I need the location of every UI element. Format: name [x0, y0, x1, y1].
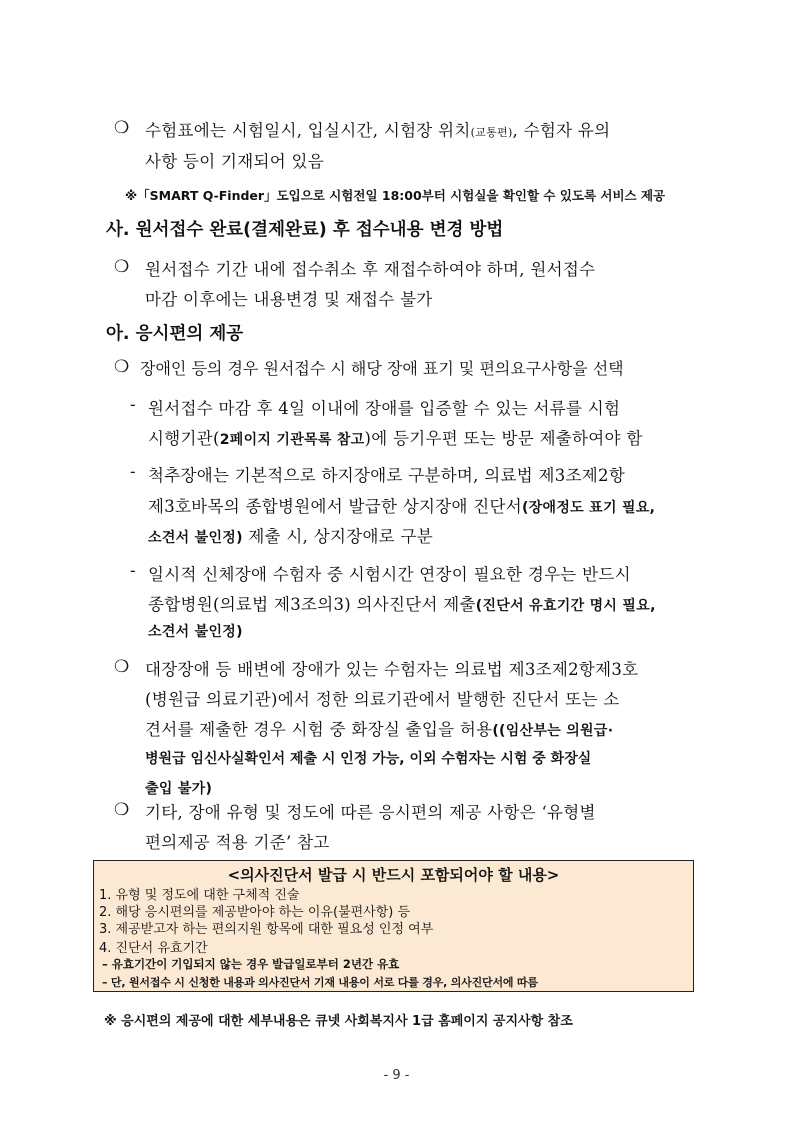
- box-list-item: 4. 진단서 유효기간: [99, 941, 208, 956]
- dash-bullet: -: [130, 395, 136, 414]
- paragraph-line: 장애인 등의 경우 원서접수 시 해당 장애 표기 및 편의요구사항을 선택: [140, 359, 624, 378]
- footer-note: ※ 응시편의 제공에 대한 세부내용은 큐넷 사회복지사 1급 홈페이지 공지사항 참조: [104, 1014, 573, 1029]
- page-number: - 9 -: [383, 1068, 410, 1083]
- box-title: <의사진단서 발급 시 반드시 포함되어야 할 내용>: [227, 866, 560, 884]
- paragraph-line: 척추장애는 기본적으로 하지장애로 구분하며, 의료법 제3조제2항: [148, 466, 626, 485]
- box-list-item: 2. 해당 응시편의를 제공받아야 하는 이유(불편사항) 등: [99, 905, 411, 920]
- circle-bullet-icon: ❍: [114, 657, 130, 677]
- circle-bullet-icon: ❍: [114, 257, 130, 277]
- paragraph-line: 견서를 제출한 경우 시험 중 화장실 출입을 허용((임산부는 의원급·: [145, 720, 614, 739]
- paragraph-line: 소견서 불인정): [148, 624, 243, 640]
- paragraph-line: 병원급 임신사실확인서 제출 시 인정 가능, 이외 수험자는 시험 중 화장실: [145, 751, 592, 767]
- paragraph-line: (병원급 의료기관)에서 정한 의료기관에서 발행한 진단서 또는 소: [145, 690, 620, 709]
- paragraph-line: 제3호바목의 종합병원에서 발급한 상지장애 진단서(장애정도 표기 필요,: [148, 497, 656, 516]
- paragraph-line: 원서접수 마감 후 4일 이내에 장애를 입증할 수 있는 서류를 시험: [148, 399, 621, 418]
- circle-bullet-icon: ❍: [114, 118, 130, 138]
- section-heading-sa: 사. 원서접수 완료(결제완료) 후 접수내용 변경 방법: [106, 220, 504, 240]
- paragraph-line: 원서접수 기간 내에 접수취소 후 재접수하여야 하며, 원서접수: [145, 260, 596, 279]
- paragraph-line: 기타, 장애 유형 및 정도에 따른 응시편의 제공 사항은 ‘유형별: [145, 803, 596, 822]
- paragraph-line: 사항 등이 기재되어 있음: [145, 152, 325, 171]
- paragraph-line: 종합병원(의료법 제3조의3) 의사진단서 제출(진단서 유효기간 명시 필요,: [148, 595, 656, 614]
- notice-note: ※「SMART Q-Finder」도입으로 시험전일 18:00부터 시험실을 확인할 수 있도록 서비스 제공: [125, 188, 666, 203]
- paragraph-line: 소견서 불인정) 제출 시, 상지장애로 구분: [148, 527, 433, 546]
- paragraph-line: 수험표에는 시험일시, 입실시간, 시험장 위치(교통편), 수험자 유의: [145, 121, 611, 140]
- paragraph-line: 일시적 신체장애 수험자 중 시험시간 연장이 필요한 경우는 반드시: [148, 565, 631, 584]
- paragraph-line: 편의제공 적용 기준’ 참고: [145, 833, 330, 852]
- paragraph-line: 출입 불가): [145, 781, 213, 797]
- paragraph-line: 대장장애 등 배변에 장애가 있는 수험자는 의료법 제3조제2항제3호: [145, 660, 639, 679]
- diagnosis-requirements-box: [93, 860, 694, 992]
- paragraph-line: 시행기관(2페이지 기관목록 참고)에 등기우편 또는 방문 제출하여야 함: [148, 429, 643, 448]
- box-note: – 유효기간이 기입되지 않는 경우 발급일로부터 2년간 유효: [102, 957, 400, 971]
- paragraph-line: 마감 이후에는 내용변경 및 재접수 불가: [145, 290, 433, 309]
- dash-bullet: -: [130, 462, 136, 481]
- box-note: – 단, 원서접수 시 신청한 내용과 의사진단서 기재 내용이 서로 다를 경우, 의사진단서에 따름: [102, 976, 538, 989]
- section-heading-a: 아. 응시편의 제공: [106, 324, 244, 344]
- box-list-item: 3. 제공받고자 하는 편의지원 항목에 대한 필요성 인정 여부: [99, 922, 434, 937]
- dash-bullet: -: [130, 561, 136, 580]
- box-list-item: 1. 유형 및 정도에 대한 구체적 진술: [99, 888, 300, 903]
- circle-bullet-icon: ❍: [114, 357, 130, 377]
- circle-bullet-icon: ❍: [114, 800, 130, 820]
